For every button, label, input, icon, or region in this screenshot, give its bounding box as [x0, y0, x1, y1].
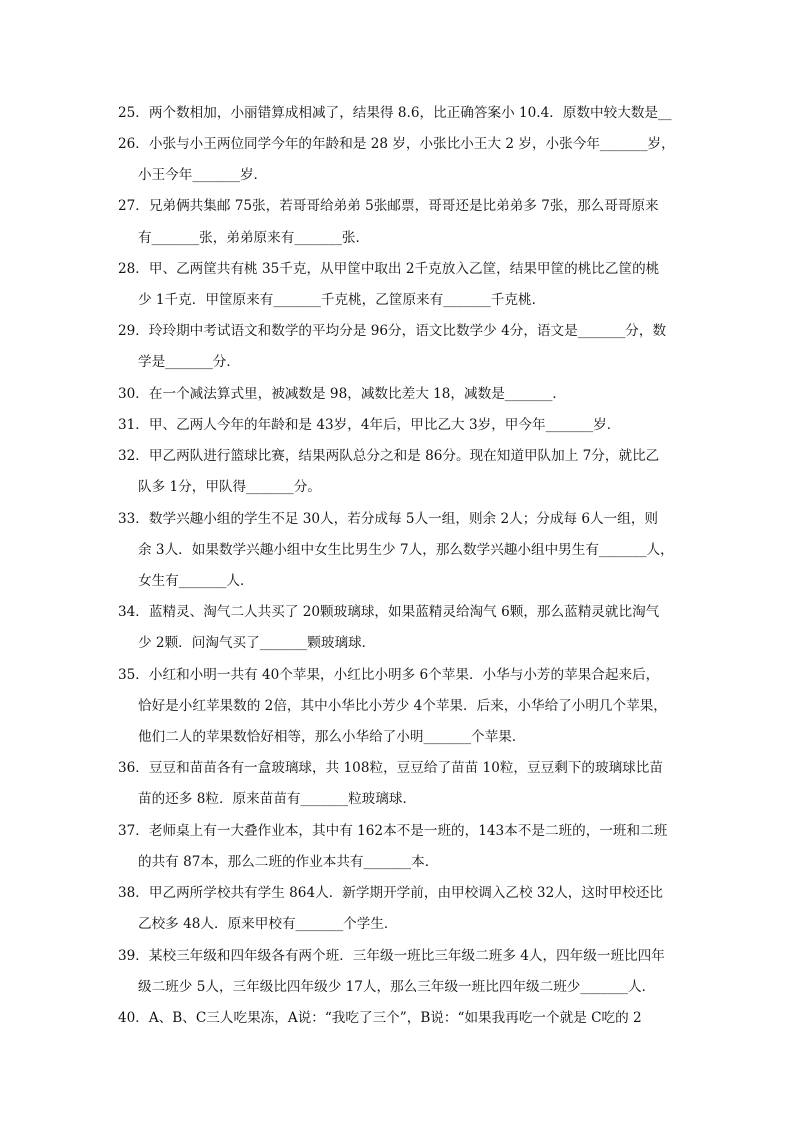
problem-40-line-1: 40．A、B、C三人吃果冻，A说：“我吃了三个”，B说：“如果我再吃一个就是 C吃的 2 — [118, 1010, 642, 1026]
problem-32-line-2: 队多 1分，甲队得_______分。 — [138, 479, 321, 495]
problem-29-line-1: 29．玲玲期中考试语文和数学的平均分是 96分，语文比数学少 4分，语文是_______分，数 — [118, 323, 667, 339]
problem-28-line-1: 28．甲、乙两筐共有桃 35千克，从甲筐中取出 2千克放入乙筐，结果甲筐的桃比乙筐的桃 — [118, 261, 660, 277]
problem-36-line-1: 36．豆豆和苗苗各有一盒玻璃球，共 108粒，豆豆给了苗苗 10粒，豆豆剩下的玻璃球比苗 — [118, 760, 663, 776]
problem-34-line-1: 34．蓝精灵、淘气二人共买了 20颗玻璃球，如果蓝精灵给淘气 6颗，那么蓝精灵就比淘气 — [118, 604, 660, 620]
problem-27-line-1: 27．兄弟俩共集邮 75张，若哥哥给弟弟 5张邮票，哥哥还是比弟弟多 7张，那么哥哥原来 — [118, 198, 659, 214]
problem-33-line-3: 女生有_______人． — [138, 573, 254, 589]
problem-25-line-1: 25．两个数相加，小丽错算成相减了，结果得 8.6，比正确答案小 10.4．原数中较大数是__ — [118, 105, 672, 121]
problem-39-line-2: 级二班少 5人，三年级比四年级少 17人，那么三年级一班比四年级二班少_______人． — [138, 979, 656, 995]
problem-39-line-1: 39．某校三年级和四年级各有两个班．三年级一班比三年级二班多 4人，四年级一班比四年 — [118, 948, 665, 964]
problem-29-line-2: 学是_______分． — [138, 354, 240, 370]
problem-38-line-2: 乙校多 48人．原来甲校有_______个学生． — [138, 916, 398, 932]
problem-31-line-1: 31．甲、乙两人今年的年龄和是 43岁，4年后，甲比乙大 3岁，甲今年_______岁． — [118, 417, 621, 433]
problem-26-line-2: 小王今年_______岁． — [138, 167, 268, 183]
problem-26-line-1: 26．小张与小王两位同学今年的年龄和是 28 岁，小张比小王大 2 岁，小张今年_______岁， — [118, 136, 675, 152]
problem-34-line-2: 少 2颗．问淘气买了_______颗玻璃球． — [138, 635, 376, 651]
problem-37-line-2: 的共有 87本，那么二班的作业本共有_______本． — [138, 854, 439, 870]
problem-32-line-1: 32．甲乙两队进行篮球比赛，结果两队总分之和是 86分。现在知道甲队加上 7分，就比乙 — [118, 448, 660, 464]
problem-35-line-1: 35．小红和小明一共有 40个苹果，小红比小明多 6个苹果．小华与小芳的苹果合起来后， — [118, 667, 660, 683]
problem-30-line-1: 30．在一个减法算式里，被减数是 98，减数比差大 18，减数是_______． — [118, 386, 566, 402]
problem-37-line-1: 37．老师桌上有一大叠作业本，其中有 162本不是一班的，143本不是二班的，一班和二班 — [118, 823, 668, 839]
problem-35-line-3: 他们二人的苹果数恰好相等，那么小华给了小明_______个苹果． — [138, 729, 526, 745]
problem-33-line-2: 余 3人．如果数学兴趣小组中女生比男生少 7人，那么数学兴趣小组中男生有_______人， — [138, 542, 674, 558]
problem-33-line-1: 33．数学兴趣小组的学生不足 30人，若分成每 5人一组，则余 2人；分成每 6人一组，则 — [118, 511, 659, 527]
problem-38-line-1: 38．甲乙两所学校共有学生 864人．新学期开学前，由甲校调入乙校 32人，这时甲校还比 — [118, 885, 663, 901]
problem-35-line-2: 恰好是小红苹果数的 2倍，其中小华比小芳少 4个苹果．后来，小华给了小明几个苹果， — [138, 698, 667, 714]
problem-28-line-2: 少 1千克．甲筐原来有_______千克桃，乙筐原来有_______千克桃． — [138, 292, 546, 308]
problem-36-line-2: 苗的还多 8粒．原来苗苗有_______粒玻璃球． — [138, 791, 417, 807]
problem-27-line-2: 有_______张，弟弟原来有_______张． — [138, 230, 370, 246]
